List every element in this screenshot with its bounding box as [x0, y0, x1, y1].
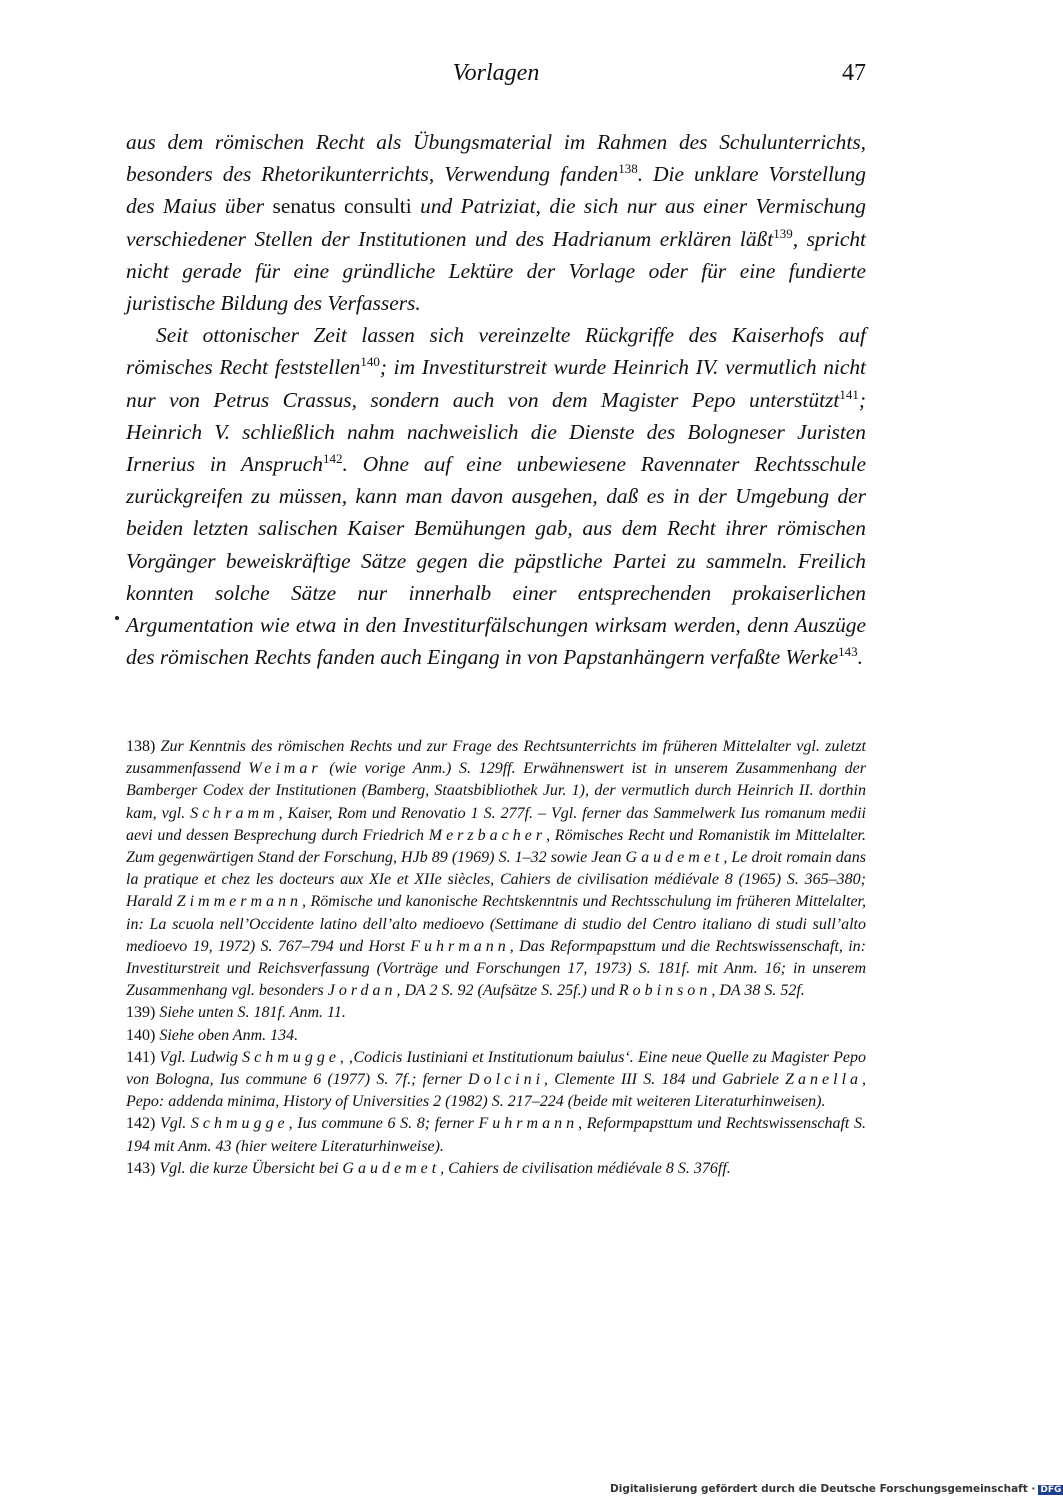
- footnote-ref: 138: [618, 161, 638, 177]
- digitization-credit: Digitalisierung gefördert durch die Deutsche Forschungsgemeinschaft · DFG: [610, 1483, 1062, 1495]
- page-number: 47: [842, 60, 866, 86]
- author-name: Robinson: [618, 982, 712, 1000]
- footnotes: [126, 736, 866, 1180]
- footnote-141: 141) Vgl. Ludwig Schmugge, ‚Codicis Iustiniani et Institutionum baiulus‘. Eine neue Quelle zu Magister Pepo von Bologna, Ius commune 6 (1977) S. 7f.; ferner Dolcini, Clemente III S. 184 und Gabriele Zanella, Pepo: addenda minima, History of Universities 2 (1982) S. 217–224 (beide mit weiteren Literaturhinweisen).: [126, 1048, 867, 1111]
- page-header: [126, 60, 866, 96]
- paragraph-1: aus dem römischen Recht als Übungsmaterial im Rahmen des Schulunterrichts, besonders des Rhetorikunterrichts, Verwendung fanden$^{138}$. Die unklare Vorstellung des Maius über senatus consulti und Patriziat, die sich nur aus einer Vermischung verschiedener Stellen der Institutionen und des Hadrianum erklären läßt$^{139}$, spricht nicht gerade für eine gründliche Lektüre der Vorlage oder für eine fundierte juristische Bildung des Verfassers.: [126, 130, 866, 316]
- margin-mark: [115, 616, 119, 620]
- dfg-logo: DFG: [1040, 1485, 1062, 1495]
- author-name: Fuhrmann: [410, 937, 510, 955]
- footnote-ref: 139: [773, 225, 793, 241]
- author-name: Schmugge: [190, 1115, 289, 1133]
- author-name: Gaudemet: [342, 1159, 441, 1177]
- footnote-139: 139) Siehe unten S. 181f. Anm. 11.: [126, 1004, 346, 1022]
- author-name: Schramm: [190, 804, 279, 822]
- footnote-ref: 142: [322, 451, 343, 467]
- author-name: Jordan: [327, 982, 397, 1000]
- author-name: Zimmermann: [176, 893, 303, 911]
- footnote-142: 142) Vgl. Schmugge, Ius commune 6 S. 8; ferner Fuhrmann, Reformpapsttum und Rechtswissenschaft S. 194 mit Anm. 43 (hier weitere Literaturhinweise).: [126, 1115, 867, 1155]
- author-name: Weimar: [248, 760, 322, 778]
- footnote-138: 138) Zur Kenntnis des römischen Rechts und zur Frage des Rechtsunterrichts im früheren Mittelalter vgl. zuletzt zusammenfassend Weimar (wie vorige Anm.) S. 129ff. Erwähnenswert ist in unserem Zusammenhang der Bamberger Codex der Institutionen (Bamberg, Staatsbibliothek Jur. 1), der vermutlich durch Heinrich II. dorthin kam, vgl. Schramm, Kaiser, Rom und Renovatio 1 S. 277f. – Vgl. ferner das Sammelwerk Ius romanum medii aevi und dessen Besprechung durch Friedrich Merzbacher, Römisches Recht und Romanistik im Mittelalter. Zum gegenwärtigen Stand der Forschung, HJb 89 (1969) S. 1–32 sowie Jean Gaudemet, Le droit romain dans la pratique et chez les docteurs aux XIe et XIIe siècles, Cahiers de civilisation médiévale 8 (1965) S. 365–380; Harald Zimmermann, Römische und kanonische Rechtskenntnis und Rechtsschulung im früheren Mittelalter, in: La scuola nell’Occidente latino dell’alto medioevo (Settimane di studio del Centro italiano di studi sull’alto medioevo 19, 1972) S. 767–794 und Horst Fuhrmann, Das Reformpapsttum und die Rechtswissenschaft, in: Investiturstreit und Reichsverfassung (Vorträge und Forschungen 17, 1973) S. 181f. mit Anm. 16; in unserem Zusammenhang vgl. besonders Jordan, DA 2 S. 92 (Aufsätze S. 25f.) und Robinson, DA 38 S. 52f.: [126, 738, 867, 1000]
- footnote-ref: 141: [839, 386, 859, 402]
- running-title: Vorlagen: [452, 60, 540, 86]
- author-name: Fuhrmann: [478, 1115, 579, 1133]
- author-name: Zanella: [785, 1071, 863, 1089]
- author-name: Merzbacher: [428, 826, 547, 844]
- main-text: [126, 126, 866, 673]
- author-name: Dolcini: [468, 1071, 545, 1089]
- footnote-143: 143) Vgl. die kurze Übersicht bei Gaudemet, Cahiers de civilisation médiévale 8 S. 376ff.: [126, 1159, 731, 1177]
- paragraph-2: Seit ottonischer Zeit lassen sich vereinzelte Rückgriffe des Kaiserhofs auf römisches Recht feststellen$^{140}$; im Investiturstreit wurde Heinrich IV. vermutlich nicht nur von Petrus Crassus, sondern auch von dem Magister Pepo unterstützt$^{141}$; Heinrich V. schließlich nahm nachweislich die Dienste des Bologneser Juristen Irnerius in Anspruch$^{142}$. Ohne auf eine unbewiesene Ravennater Rechtsschule zurückgreifen zu müssen, kann man davon ausgehen, daß es in der Umgebung der beiden letzten salischen Kaiser Bemühungen gab, aus dem Recht ihrer römischen Vorgänger beweiskräftige Sätze gegen die päpstliche Partei zu sammeln. Freilich konnten solche Sätze nur innerhalb einer entsprechenden prokaiserlichen Argumentation wie etwa in den Investiturfälschungen wirksam werden, denn Auszüge des römischen Rechts fanden auch Eingang in von Papstanhängern verfaßte Werke$^{143}$.: [126, 323, 866, 670]
- footnote-ref: 140: [360, 354, 380, 370]
- author-name: Schmugge: [242, 1048, 340, 1066]
- author-name: Gaudemet: [625, 849, 724, 867]
- footnote-ref: 143: [838, 644, 858, 660]
- footnote-140: 140) Siehe oben Anm. 134.: [126, 1026, 299, 1044]
